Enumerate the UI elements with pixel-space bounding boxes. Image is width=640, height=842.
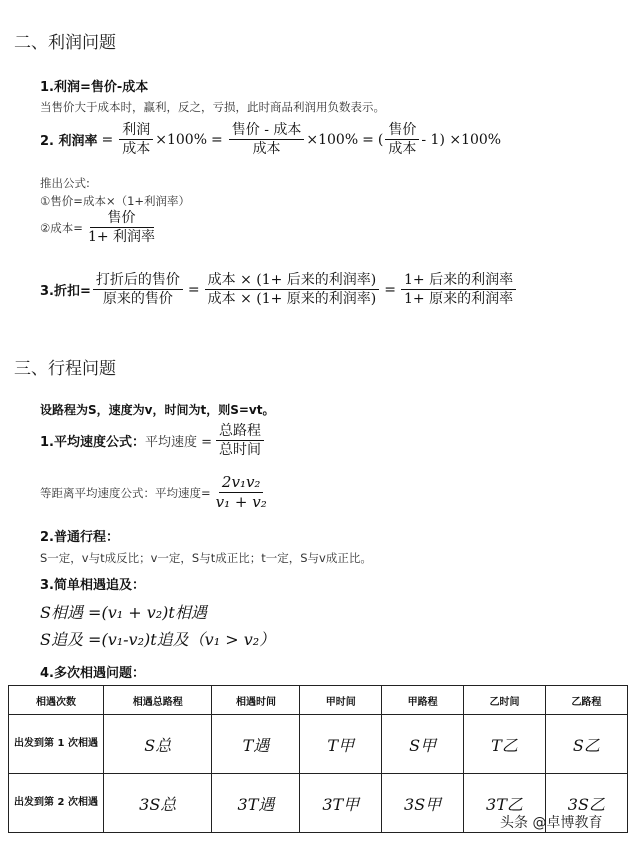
profit-heading: 1.利润=售价-成本 [40, 80, 149, 95]
fraction-denominator: 1+ 利润率 [87, 229, 156, 246]
table-cell: S甲 [382, 715, 464, 774]
section-title-profit: 二、利润问题 [14, 33, 116, 53]
fraction-denominator: 成本 [252, 141, 281, 158]
eq-sign: = [101, 131, 114, 148]
table-header: 甲路程 [382, 686, 464, 715]
equal-distance-formula [40, 474, 272, 512]
fraction-numerator: 利润 [119, 122, 153, 140]
ordinary-travel-rule: S一定，v与t成反比；v一定，S与t成正比；t一定，S与v成正比。 [40, 551, 372, 565]
fraction-numerator: 售价 [90, 210, 154, 228]
table-cell: 3T乙 [464, 774, 546, 833]
discount-formula [40, 272, 518, 307]
derive-cost [40, 210, 160, 245]
fraction-price-cost [385, 122, 419, 157]
fraction-denominator: 成本 [388, 141, 417, 158]
fraction-denominator: 成本 [122, 141, 151, 158]
table-header-row [9, 686, 628, 715]
fraction-numerator: 2v₁v₂ [219, 474, 264, 493]
table-header: 乙路程 [545, 686, 627, 715]
section-title-travel: 三、行程问题 [14, 359, 116, 379]
table-header: 甲时间 [300, 686, 382, 715]
fraction-profit-cost [119, 122, 153, 157]
table-header: 相遇时间 [212, 686, 300, 715]
profit-rate-label: 2. 利润率 [40, 134, 98, 150]
profit-note: 当售价大于成本时，赢利，反之，亏损，此时商品利润用负数表示。 [40, 100, 385, 114]
avg-speed-label: 平均速度 = [144, 435, 213, 451]
fraction-discount [93, 272, 183, 307]
times-100: ×100% [155, 131, 208, 148]
fraction-denominator: 成本 × (1+ 原来的利润率) [207, 291, 377, 308]
fraction-denominator: 原来的售价 [102, 291, 173, 308]
multi-meet-table [8, 685, 628, 833]
profit-rate-formula [40, 122, 501, 157]
eq-sign: = [362, 131, 374, 148]
chase-formula: S追及 =(v₁-v₂)t追及（v₁ > v₂） [40, 630, 276, 649]
fraction-price-minus-cost [229, 122, 305, 157]
table-cell: 3S总 [104, 774, 212, 833]
table-cell: 3T甲 [300, 774, 382, 833]
fraction-denominator: 总时间 [219, 442, 262, 459]
fraction-numerator: 售价 [385, 122, 419, 140]
table-row [9, 715, 628, 774]
meet-formula: S相遇 =(v₁ + v₂)t相遇 [40, 603, 207, 622]
fraction-denominator: 1+ 原来的利润率 [404, 291, 514, 308]
table-header: 相遇次数 [9, 686, 104, 715]
avg-speed-heading: 1.平均速度公式： [40, 435, 145, 451]
table-cell: T乙 [464, 715, 546, 774]
table-cell: T遇 [212, 715, 300, 774]
formula-tail: - 1) ×100% [421, 131, 502, 148]
table-cell: S乙 [545, 715, 627, 774]
ordinary-travel-heading: 2.普通行程： [40, 530, 119, 545]
derive-label: 推出公式: [40, 176, 90, 190]
table-cell: T甲 [300, 715, 382, 774]
fraction-numerator: 1+ 后来的利润率 [401, 272, 516, 290]
derive-price: ①售价=成本×（1+利润率） [40, 194, 191, 208]
table-cell: 3S甲 [382, 774, 464, 833]
fraction-numerator: 售价 - 成本 [229, 122, 305, 140]
fraction-denominator: v₁ + v₂ [215, 493, 267, 512]
fraction-cost [85, 210, 158, 245]
fraction-avg-speed [216, 423, 264, 458]
fraction-discount-cost [205, 272, 380, 307]
fraction-numerator: 成本 × (1+ 后来的利润率) [205, 272, 380, 290]
open-paren: ( [377, 131, 384, 148]
multi-meet-heading: 4.多次相遇问题： [40, 666, 145, 681]
fraction-discount-rate [401, 272, 516, 307]
equal-distance-label: 等距离平均速度公式：平均速度= [40, 485, 211, 500]
table-cell: 3S乙 [545, 774, 627, 833]
fraction-numerator: 打折后的售价 [93, 272, 183, 290]
meet-chase-heading: 3.简单相遇追及： [40, 578, 145, 593]
table-cell: 3T遇 [212, 774, 300, 833]
travel-intro: 设路程为S，速度为v，时间为t，则S=vt。 [40, 403, 275, 417]
fraction-numerator: 总路程 [216, 423, 264, 441]
eq-sign: = [211, 131, 223, 148]
row-head: 出发到第 1 次相遇 [9, 715, 104, 774]
row-head: 出发到第 2 次相遇 [9, 774, 104, 833]
table-cell: S总 [104, 715, 212, 774]
times-100: ×100% [306, 131, 359, 148]
fraction-equal-distance [213, 474, 270, 512]
eq-sign: = [384, 281, 397, 298]
discount-label: 3.折扣= [40, 284, 91, 300]
avg-speed-formula [40, 423, 266, 458]
eq-sign: = [187, 281, 200, 298]
derive-cost-label: ②成本= [40, 220, 83, 235]
watermark: 头条 @卓博教育 [500, 815, 603, 831]
table-header: 相遇总路程 [104, 686, 212, 715]
table-header: 乙时间 [464, 686, 546, 715]
